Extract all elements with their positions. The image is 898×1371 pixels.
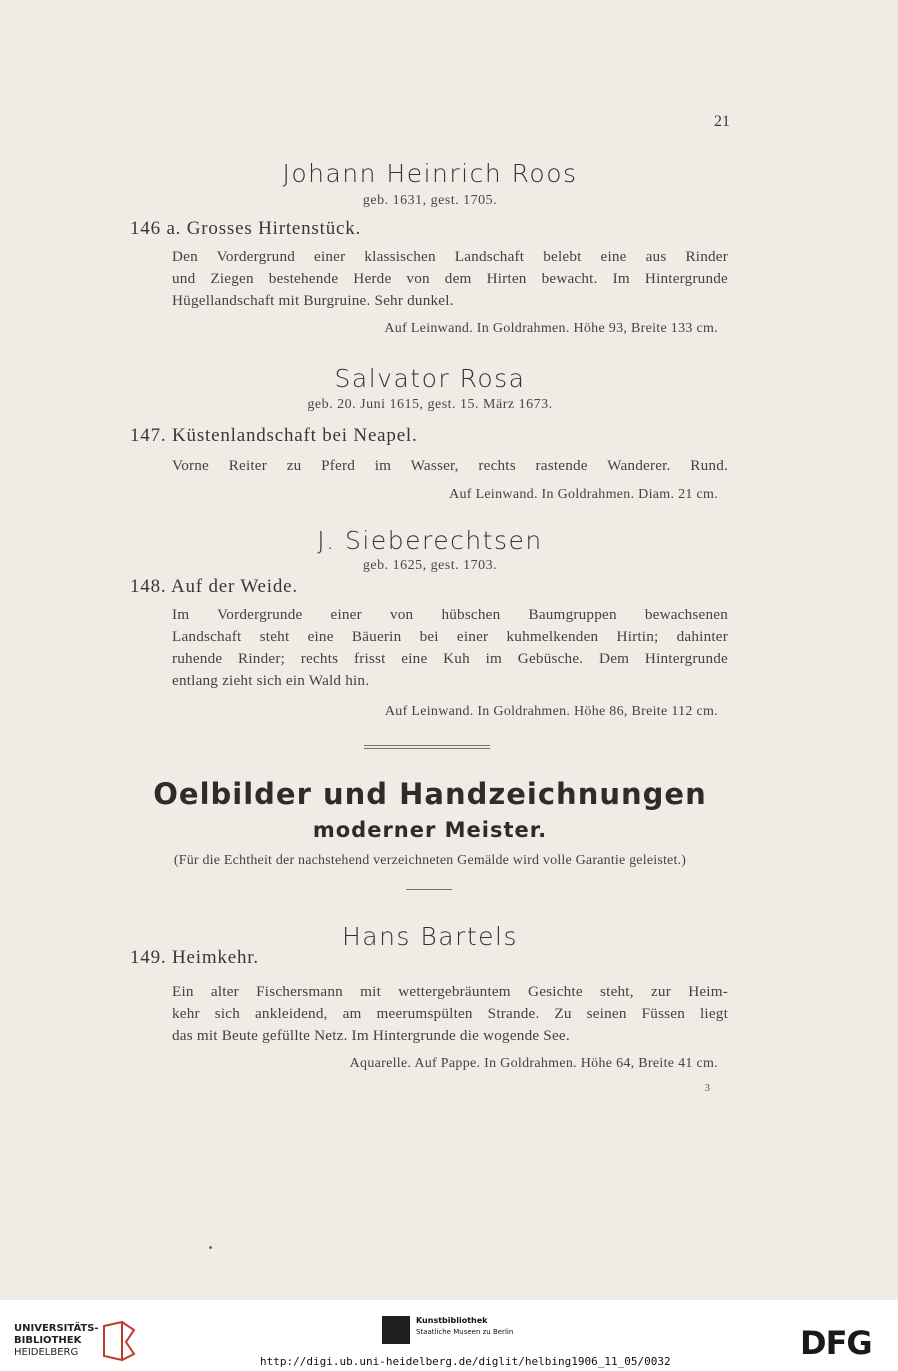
description-line: ruhende Rinder; rechts frisst eine Kuh im Gebüsche. Dem Hintergrunde xyxy=(172,650,728,667)
lot-title-149: 149. Heimkehr. xyxy=(130,947,259,968)
artist-life-sieberechtsen: geb. 1625, gest. 1703. xyxy=(362,558,498,573)
lot-title-147: 147. Küstenlandschaft bei Neapel. xyxy=(130,425,418,446)
description-line: Landschaft steht eine Bäuerin bei einer kuhmelkenden Hirtin; dahinter xyxy=(172,628,728,645)
description-line: Hügellandschaft mit Burgruine. Sehr dunkel. xyxy=(172,292,454,309)
artist-name-sieberechtsen: J. Sieberechtsen xyxy=(317,526,543,555)
kunstbibliothek-mark-icon xyxy=(382,1316,410,1344)
description-line: Im Vordergrunde einer von hübschen Baumgruppen bewachsenen xyxy=(172,606,728,623)
university-library-logo[interactable] xyxy=(14,1320,134,1362)
section-title: Oelbilder und Handzeichnungen xyxy=(153,777,707,811)
university-mark-icon xyxy=(100,1320,138,1362)
artist-life-rosa: geb. 20. Juni 1615, gest. 15. März 1673. xyxy=(307,397,553,412)
short-divider xyxy=(406,889,452,890)
guarantee-note: (Für die Echtheit der nachstehend verzeichneten Gemälde wird volle Garantie geleistet.) xyxy=(173,853,687,868)
lot-description-148 xyxy=(172,604,728,692)
divider-rule-top xyxy=(364,745,490,746)
paper-speck xyxy=(209,1246,212,1249)
section-subtitle: moderner Meister. xyxy=(312,818,548,842)
artist-life-roos: geb. 1631, gest. 1705. xyxy=(362,193,498,208)
artist-name-rosa: Salvator Rosa xyxy=(334,364,526,393)
logo-line: HEIDELBERG xyxy=(14,1347,79,1358)
logo-line: Staatliche Museen zu Berlin xyxy=(416,1328,514,1336)
lot-description-146a xyxy=(172,246,728,312)
kunstbibliothek-logo[interactable] xyxy=(382,1314,532,1344)
description-line: Vorne Reiter zu Pferd im Wasser, rechts rastende Wanderer. Rund. xyxy=(172,457,728,474)
description-line: entlang zieht sich ein Wald hin. xyxy=(172,672,370,689)
lot-description-149 xyxy=(172,981,728,1047)
signature-mark: 3 xyxy=(704,1082,710,1094)
permalink-url[interactable]: http://digi.ub.uni-heidelberg.de/diglit/helbing1906_11_05/0032 xyxy=(260,1355,671,1368)
logo-line: Kunstbibliothek xyxy=(416,1316,488,1325)
dfg-logo[interactable]: DFG xyxy=(800,1324,872,1362)
logo-line: BIBLIOTHEK xyxy=(14,1335,82,1346)
description-line: und Ziegen bestehende Herde von dem Hirten bewacht. Im Hintergrunde xyxy=(172,270,728,287)
digitization-footer xyxy=(0,1300,898,1371)
logo-line: UNIVERSITÄTS- xyxy=(14,1323,99,1334)
description-line: Den Vordergrund einer klassischen Landschaft belebt eine aus Rinder xyxy=(172,248,728,265)
description-line: das mit Beute gefüllte Netz. Im Hintergrunde die wogende See. xyxy=(172,1027,570,1044)
lot-title-148: 148. Auf der Weide. xyxy=(130,576,298,597)
page-number: 21 xyxy=(714,113,730,130)
lot-spec-147: Auf Leinwand. In Goldrahmen. Diam. 21 cm. xyxy=(449,487,718,502)
lot-title-146a: 146 a. Grosses Hirtenstück. xyxy=(130,218,362,239)
divider-rule-bottom xyxy=(364,748,490,749)
description-line: Ein alter Fischersmann mit wettergebräuntem Gesichte steht, zur Heim- xyxy=(172,983,728,1000)
lot-spec-148: Auf Leinwand. In Goldrahmen. Höhe 86, Breite 112 cm. xyxy=(384,704,718,719)
artist-name-roos: Johann Heinrich Roos xyxy=(282,159,578,188)
artist-name-bartels: Hans Bartels xyxy=(341,922,519,951)
lot-spec-149: Aquarelle. Auf Pappe. In Goldrahmen. Höhe 64, Breite 41 cm. xyxy=(349,1056,718,1071)
description-line: kehr sich ankleidend, am meerumspülten Strande. Zu seinen Füssen liegt xyxy=(172,1005,728,1022)
lot-description-147 xyxy=(172,455,728,477)
lot-spec-146a: Auf Leinwand. In Goldrahmen. Höhe 93, Breite 133 cm. xyxy=(384,321,718,336)
